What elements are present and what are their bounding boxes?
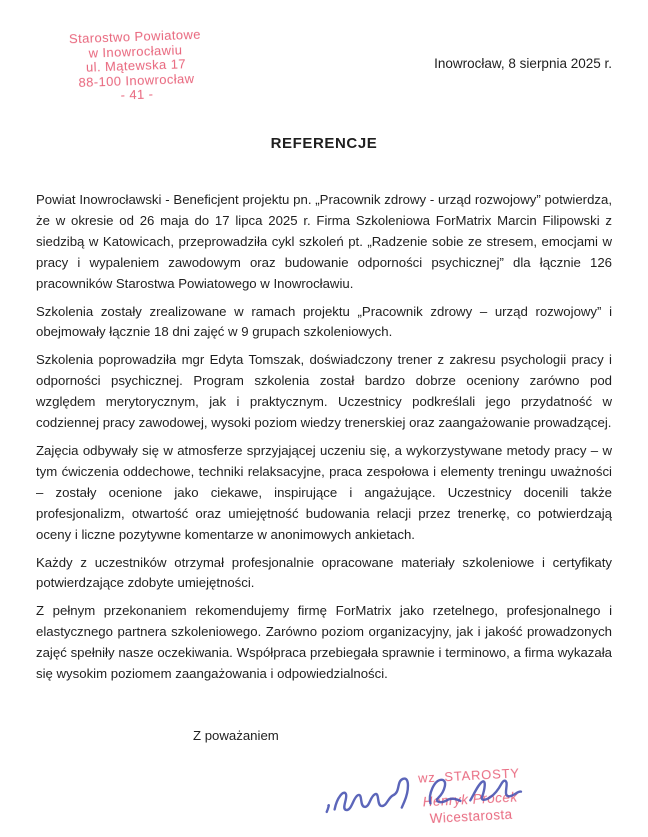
document-title: REFERENCJE	[270, 135, 378, 152]
stamp-line-street: ul. Mątewska 17	[85, 56, 187, 75]
signature-area	[300, 760, 620, 835]
letter-body	[36, 190, 612, 692]
paragraph-trainer-evaluation: Szkolenia poprowadziła mgr Edyta Tomszak, doświadczony trener z zakresu psychologii pracy i odporności psychicznej. Program szkolenia został bardzo dobrze oceniony zarówno pod względem merytorycznym, jak i praktycznym. Uczestnicy podkreślali jego przydatność w codziennej pracy zawodowej, wysoki poziom wiedzy trenerskiej oraz zaangażowanie prowadzącej.	[36, 352, 612, 431]
signatory-role: Wicestarosta	[429, 806, 513, 827]
paragraph-recommendation: Z pełnym przekonaniem rekomendujemy firmę ForMatrix jako rzetelnego, profesjonalnego i elastycznego partnera szkoleniowego. Zarówno poziom organizacyjny, jak i jakość prowadzonych zajęć spełniły nasze oczekiwania. Współpraca przebiegała sprawnie i terminowo, a firma wykazała się wysokim poziomem zaangażowania i odpowiedzialności.	[36, 603, 612, 682]
paragraph-materials-certificates: Każdy z uczestników otrzymał profesjonalnie opracowane materiały szkoleniowe i certyfikaty potwierdzające zdobyte umiejętności.	[36, 554, 612, 591]
office-address-stamp	[55, 27, 217, 106]
paragraph-training-scope: Szkolenia zostały zrealizowane w ramach projektu „Pracownik zdrowy – urząd rozwojowy” i obejmowały łącznie 18 dni zajęć w 9 grupach szkoleniowych.	[36, 303, 612, 340]
stamp-line-city: w Inowrocławiu	[88, 41, 183, 61]
signatory-stamp	[369, 763, 572, 829]
stamp-line-institution: Starostwo Powiatowe	[68, 26, 202, 47]
paragraph-methods-feedback: Zajęcia odbywały się w atmosferze sprzyjającej uczeniu się, a wykorzystywane metody pracy – w tym ćwiczenia oddechowe, techniki relaksacyjne, praca zespołowa i elementy treningu uważności – zostały ocenione jako ciekawe, inspirujące i angażujące. Uczestnicy docenili także profesjonalizm, otwartość oraz umiejętność budowania relacji przez trenerkę, co potwierdzają oceny i liczne pozytywne komentarze w anonimowych ankietach.	[36, 442, 612, 542]
stamp-line-postal: 88-100 Inowrocław	[78, 70, 195, 90]
acting-for-label: wz. STAROSTY	[417, 765, 521, 786]
closing-phrase: Z poważaniem	[193, 728, 279, 743]
signatory-name: Henryk Procek	[422, 789, 519, 810]
date-line: Inowrocław, 8 sierpnia 2025 r.	[434, 56, 612, 71]
paragraph-project-confirmation: Powiat Inowrocławski - Beneficjent projektu pn. „Pracownik zdrowy - urząd rozwojowy” potwierdza, że w okresie od 26 maja do 17 lipca 2025 r. Firma Szkoleniowa ForMatrix Marcin Filipowski z siedzibą w Katowicach, przeprowadziła cykl szkoleń pt. „Radzenie sobie ze stresem, emocjami w pracy i wypaleniem zawodowym oraz budowanie odporności psychicznej” dla łącznie 126 pracowników Starostwa Powiatowego w Inowrocławiu.	[36, 192, 612, 291]
stamp-line-number: - 41 -	[120, 86, 154, 103]
